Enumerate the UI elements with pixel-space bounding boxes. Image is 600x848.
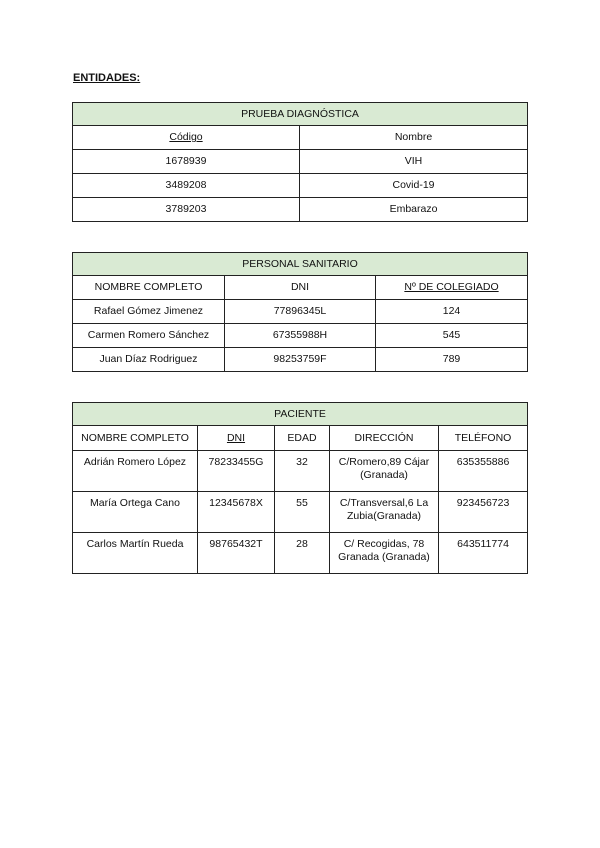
prueba-diagnostica-table [72, 102, 528, 222]
table-cell: 3789203 [73, 198, 300, 222]
column-header-edad: EDAD [275, 426, 330, 451]
table-cell: 28 [275, 533, 330, 574]
table-cell: C/ Recogidas, 78 Granada (Granada) [330, 533, 439, 574]
column-header-codigo: Código [73, 126, 300, 150]
table-cell: 923456723 [439, 492, 528, 533]
table-cell: Adrián Romero López [73, 451, 198, 492]
table-cell: 789 [376, 348, 528, 372]
table-cell: 98253759F [225, 348, 376, 372]
table-cell: Embarazo [300, 198, 528, 222]
table-cell: Juan Díaz Rodriguez [73, 348, 225, 372]
table-cell: 67355988H [225, 324, 376, 348]
table-cell: Carmen Romero Sánchez [73, 324, 225, 348]
table-cell: Carlos Martín Rueda [73, 533, 198, 574]
table-cell: C/Romero,89 Cájar (Granada) [330, 451, 439, 492]
table-cell: 98765432T [198, 533, 275, 574]
table-row [73, 451, 528, 492]
table-cell: María Ortega Cano [73, 492, 198, 533]
column-header-colegiado: Nº DE COLEGIADO [376, 276, 528, 300]
page-heading: ENTIDADES: [73, 72, 141, 84]
table-cell: 78233455G [198, 451, 275, 492]
column-header-direccion: DIRECCIÓN [330, 426, 439, 451]
table-cell: 643511774 [439, 533, 528, 574]
table-row [73, 150, 528, 174]
column-header-nombre: Nombre [300, 126, 528, 150]
table-row [73, 492, 528, 533]
table-row [73, 300, 528, 324]
table-cell: 12345678X [198, 492, 275, 533]
table-row [73, 198, 528, 222]
column-header-nombre-completo: NOMBRE COMPLETO [73, 426, 198, 451]
column-header-telefono: TELÉFONO [439, 426, 528, 451]
table-cell: 635355886 [439, 451, 528, 492]
column-header-dni: DNI [225, 276, 376, 300]
table-row [73, 174, 528, 198]
table-row [73, 348, 528, 372]
table-cell: 1678939 [73, 150, 300, 174]
table-cell: C/Transversal,6 La Zubia(Granada) [330, 492, 439, 533]
table-title: PRUEBA DIAGNÓSTICA [73, 103, 528, 126]
column-header-dni: DNI [198, 426, 275, 451]
table-cell: 77896345L [225, 300, 376, 324]
table-row [73, 533, 528, 574]
table-cell: 3489208 [73, 174, 300, 198]
personal-sanitario-table [72, 252, 528, 372]
column-header-nombre-completo: NOMBRE COMPLETO [73, 276, 225, 300]
table-title: PACIENTE [73, 403, 528, 426]
paciente-table [72, 402, 528, 574]
table-title: PERSONAL SANITARIO [73, 253, 528, 276]
table-cell: 545 [376, 324, 528, 348]
table-cell: Rafael Gómez Jimenez [73, 300, 225, 324]
table-row [73, 324, 528, 348]
table-cell: 32 [275, 451, 330, 492]
table-cell: 55 [275, 492, 330, 533]
table-cell: Covid-19 [300, 174, 528, 198]
table-cell: 124 [376, 300, 528, 324]
table-cell: VIH [300, 150, 528, 174]
